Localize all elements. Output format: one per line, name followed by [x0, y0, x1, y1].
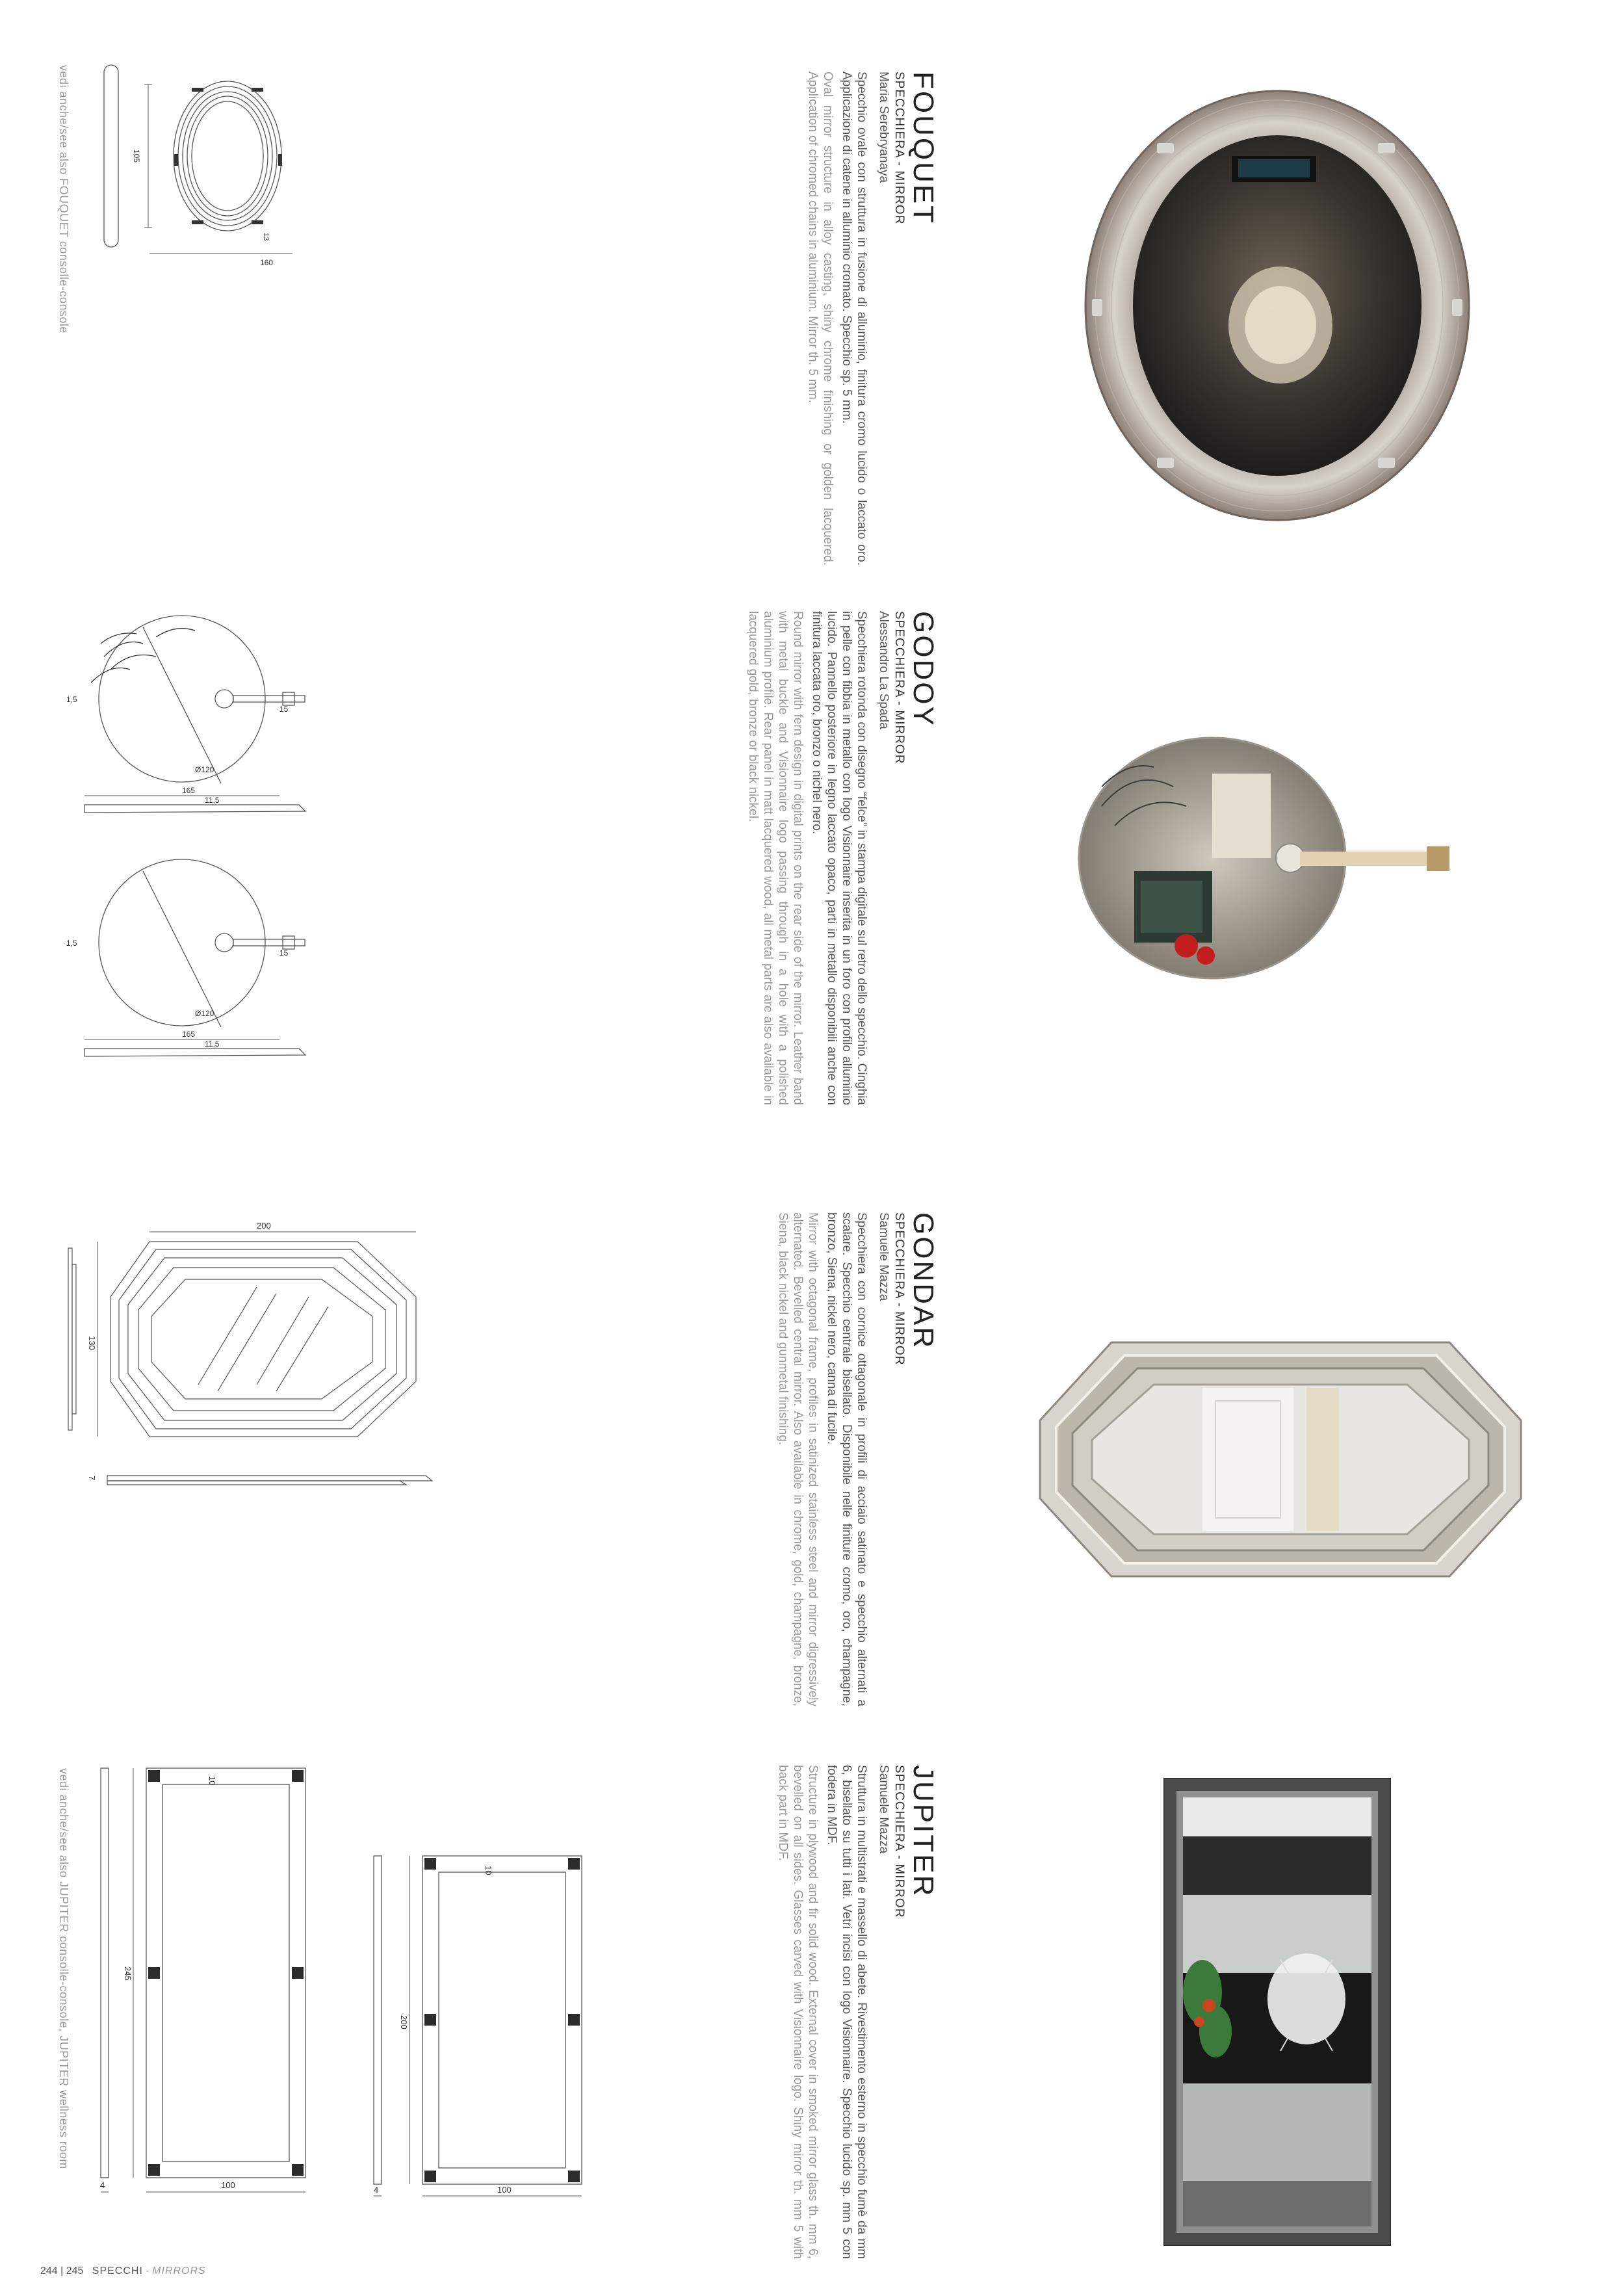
godoy-width-dim-2: 165 [182, 1030, 196, 1039]
fouquet-depth-dim: 13 [262, 233, 270, 241]
description-italian: Specchiera rotonda con disegno “felce” in stampa digitale sul retro dello specchio. Cinghia in pelle con fibbia in metallo con logo Visionnaire inserita in un foro con profilo alluminio lucido. Pannello posteriore in legno laccato opaco, parti in metallo disponibili anche con finitura laccata oro, bronzo o nichel nero. [810, 611, 868, 1105]
fouquet-width-dim: 160 [260, 258, 274, 267]
jupiter-text-block [775, 1765, 939, 2259]
designer-name: Samuele Mazza [877, 1212, 890, 1301]
fouquet-photo [1072, 85, 1482, 527]
godoy-diameter-dim: Ø120 [195, 765, 214, 774]
jupiter-technical-drawing [58, 1755, 351, 2217]
gondar-technical-drawing [62, 1216, 439, 1515]
godoy-strap-dim-2: 15 [279, 948, 289, 958]
godoy-width-dim: 165 [182, 786, 196, 795]
description-italian: Specchio ovale con struttura in fusione di alluminio, finitura cromo lucido o laccato oro. Applicazione di catene in alluminio cromato. Specchio sp. 5 mm. [840, 72, 868, 566]
product-title: GONDAR [907, 1212, 939, 1350]
godoy-strap-dim: 15 [279, 705, 289, 714]
designer-name: Samuele Mazza [877, 1765, 890, 1854]
fouquet-text-block [805, 72, 939, 566]
godoy-photo [1076, 728, 1492, 988]
jupiter-see-also[interactable]: vedi anche/see also JUPITER consolle-console, JUPITER wellness room [57, 1768, 70, 2169]
product-type: SPECCHIERA - MIRROR [892, 1765, 906, 1918]
designer-name: Alessandro La Spada [877, 611, 890, 729]
description-english: Mirror with octagonal frame, profiles in satinized stainless steel and mirror digressively alternated. Bevelled central mirror. Also available in chrome, gold, champagne, bronze, Siena, black nickel and gunmetal finishing. [776, 1212, 820, 1706]
jupiter-small-depth-dim: 4 [374, 2185, 379, 2195]
gondar-width-dim: 200 [257, 1221, 271, 1231]
jupiter-large-depth-dim: 4 [100, 2180, 105, 2190]
description-english: Round mirror with fern design in digital prints on the rear side of the mirror. Leather band with metal buckle and Visionnaire logo passing through in a hole with a polished aluminium profile. Rear panel in matt lacquered wood, all metal parts are also available in lacquered gold, bronze or black nickel. [746, 611, 805, 1105]
gondar-height-dim: 130 [87, 1336, 97, 1350]
designer-name: Maria Serebryanaya [877, 72, 890, 183]
gondar-depth-dim: 7 [87, 1476, 97, 1481]
description-italian: Specchiera con cornice ottagonale in profili di acciaio satinato e specchio alternati a scalare. Specchio centrale bisellato. Disponibile nelle finiture cromo, oro, champagne, bronzo, Siena, nickel nero, canna di fucile. [825, 1212, 868, 1706]
gondar-text-block [775, 1212, 939, 1706]
page-footer [40, 2265, 206, 2277]
description-italian: Struttura in multistrati e massello di abete. Rivestimento esterno in specchio fumè da mm 6, bisellato su tutti i lati. Vetri incisi con logo Visionnaire. Specchio lucido sp. mm 5 con fodera in MDF. [825, 1765, 868, 2259]
jupiter-photo [1163, 1778, 1391, 2246]
godoy-technical-drawing [65, 605, 312, 1099]
gondar-photo [1033, 1336, 1527, 1583]
product-title: GODOY [907, 611, 939, 727]
jupiter-small-height-dim: 200 [399, 2015, 409, 2029]
category-separator: - [142, 2265, 153, 2276]
fouquet-height-dim: 105 [132, 150, 141, 163]
product-type: SPECCHIERA - MIRROR [892, 72, 906, 225]
jupiter-small-technical-drawing [361, 1840, 608, 2217]
godoy-diameter-dim-2: Ø120 [195, 1009, 214, 1018]
godoy-edge-dim: 1,5 [66, 695, 77, 704]
category-label-english: MIRRORS [152, 2265, 206, 2276]
godoy-depth-dim: 11,5 [205, 796, 220, 805]
godoy-edge-dim-2: 1,5 [66, 939, 77, 948]
product-type: SPECCHIERA - MIRROR [892, 611, 906, 764]
product-type: SPECCHIERA - MIRROR [892, 1212, 906, 1366]
description-english: Structure in plywood and fir solid wood. External cover in smoked mirror glass th. mm 6, bevelled on all sides. Glasses carved with Visionnaire logo. Shiny mirror th. mm 5 with back part in MDF. [776, 1765, 820, 2259]
jupiter-large-height-dim: 245 [123, 1966, 133, 1981]
jupiter-large-frame-dim: 10 [207, 1776, 217, 1786]
fouquet-see-also[interactable]: vedi anche/see also FOUQUET consolle-console [57, 65, 70, 333]
godoy-text-block [746, 611, 939, 1105]
jupiter-small-width-dim: 100 [497, 2185, 512, 2195]
category-label: SPECCHI [92, 2265, 143, 2276]
jupiter-large-width-dim: 100 [221, 2180, 235, 2190]
fouquet-technical-drawing [97, 59, 292, 280]
product-title: JUPITER [907, 1765, 939, 1898]
godoy-depth-dim-2: 11,5 [205, 1039, 220, 1049]
page-numbers: 244 | 245 [40, 2265, 84, 2276]
jupiter-small-frame-dim: 10 [484, 1866, 493, 1875]
product-title: FOUQUET [907, 72, 939, 226]
description-english: Oval mirror structure in alloy casting, shiny chrome finishing or golden lacquered. Application of chromed chains in aluminium. Mirror th. 5 mm. [806, 72, 835, 566]
